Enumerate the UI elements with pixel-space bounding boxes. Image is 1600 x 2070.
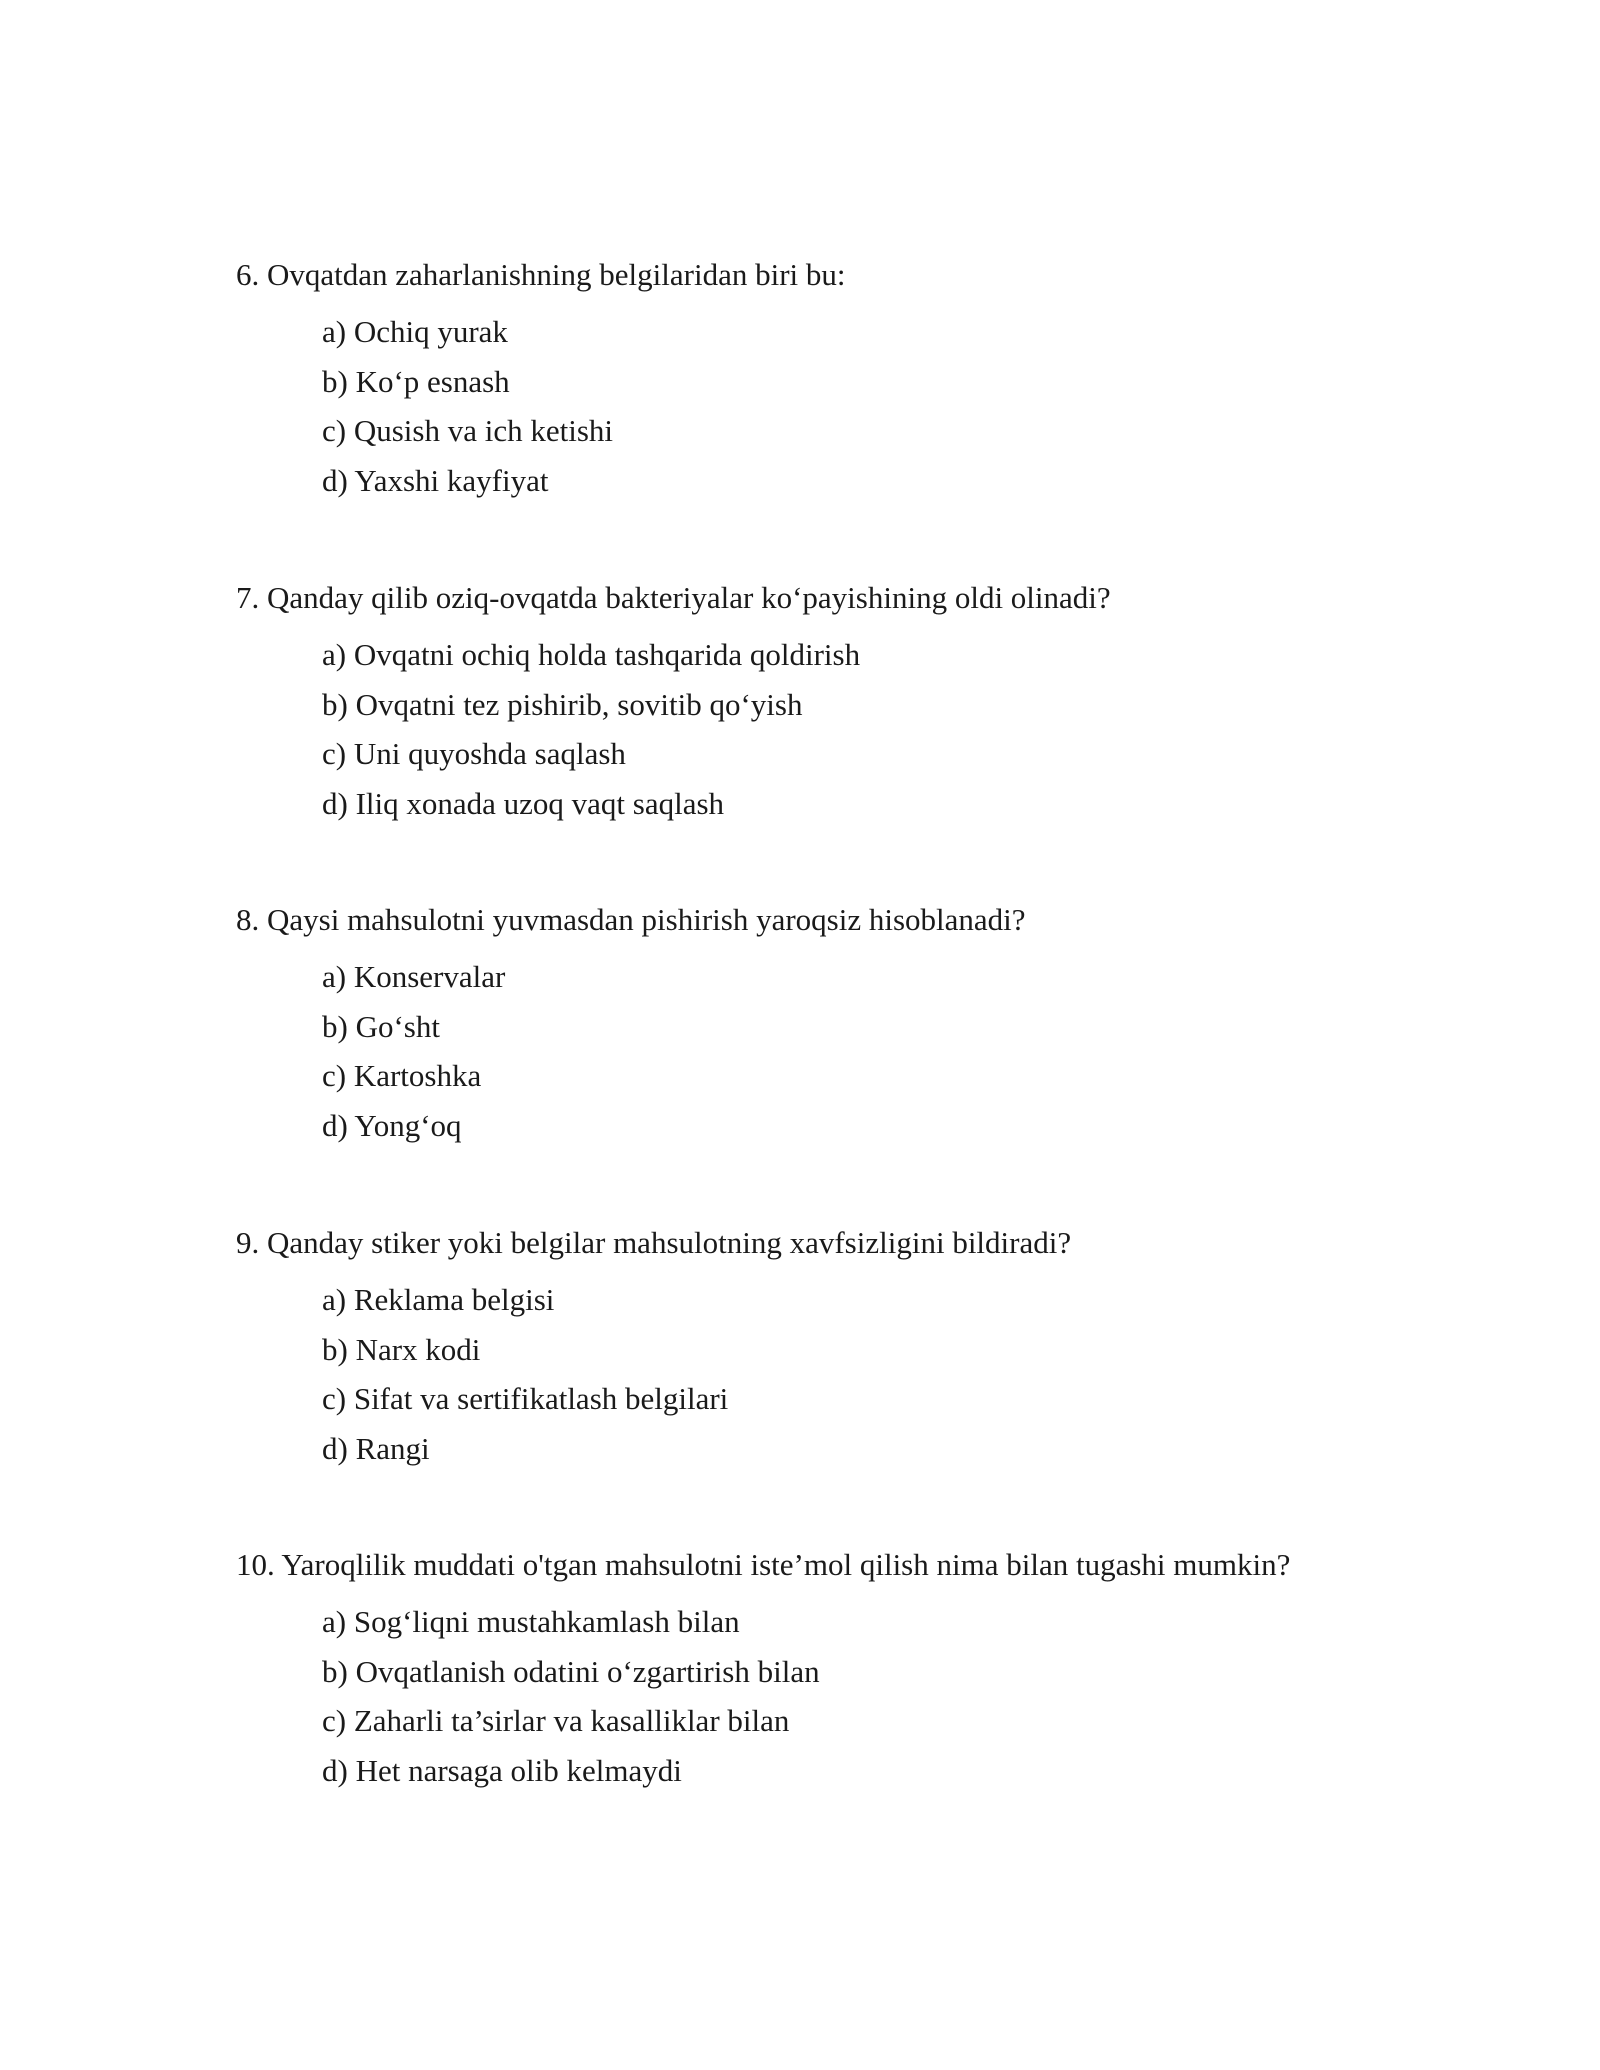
option-c: c) Uni quyoshda saqlash xyxy=(322,736,626,771)
question-text: 7. Qanday qilib oziq-ovqatda bakteriyalar ko‘payishining oldi olinadi? xyxy=(236,580,1111,615)
question-text: 9. Qanday stiker yoki belgilar mahsulotning xavfsizligini bildiradi? xyxy=(236,1225,1072,1260)
question-6 xyxy=(236,256,1476,511)
option-c: c) Kartoshka xyxy=(322,1058,482,1093)
option-c: c) Sifat va sertifikatlash belgilari xyxy=(322,1381,729,1416)
answer-options xyxy=(236,636,1476,834)
option-d: d) Rangi xyxy=(322,1430,430,1466)
question-8 xyxy=(236,901,1476,1156)
answer-options xyxy=(236,958,1476,1156)
option-d: d) Yaxshi kayfiyat xyxy=(322,462,549,498)
option-a: a) Ovqatni ochiq holda tashqarida qoldirish xyxy=(322,637,861,672)
question-text: 8. Qaysi mahsulotni yuvmasdan pishirish yaroqsiz hisoblanadi? xyxy=(236,902,1026,937)
option-b: b) Ovqatlanish odatini o‘zgartirish bilan xyxy=(322,1653,820,1689)
question-text: 10. Yaroqlilik muddati o'tgan mahsulotni iste’mol qilish nima bilan tugashi mumkin? xyxy=(236,1547,1291,1582)
question-7 xyxy=(236,579,1476,834)
option-a: a) Reklama belgisi xyxy=(322,1282,555,1317)
option-a: a) Sog‘liqni mustahkamlash bilan xyxy=(322,1604,740,1639)
answer-options xyxy=(236,1603,1476,1801)
option-a: a) Ochiq yurak xyxy=(322,314,508,349)
option-b: b) Ovqatni tez pishirib, sovitib qo‘yish xyxy=(322,686,803,722)
option-d: d) Het narsaga olib kelmaydi xyxy=(322,1752,682,1788)
option-b: b) Go‘sht xyxy=(322,1008,440,1044)
answer-options xyxy=(236,313,1476,511)
option-c: c) Qusish va ich ketishi xyxy=(322,413,614,448)
question-9 xyxy=(236,1224,1476,1479)
question-text: 6. Ovqatdan zaharlanishning belgilaridan biri bu: xyxy=(236,257,846,292)
question-10 xyxy=(236,1546,1476,1801)
option-d: d) Yong‘oq xyxy=(322,1107,462,1143)
option-c: c) Zaharli ta’sirlar va kasalliklar bilan xyxy=(322,1703,790,1738)
option-b: b) Narx kodi xyxy=(322,1331,481,1367)
option-d: d) Iliq xonada uzoq vaqt saqlash xyxy=(322,785,725,821)
option-b: b) Ko‘p esnash xyxy=(322,363,510,399)
option-a: a) Konservalar xyxy=(322,959,506,994)
answer-options xyxy=(236,1281,1476,1479)
